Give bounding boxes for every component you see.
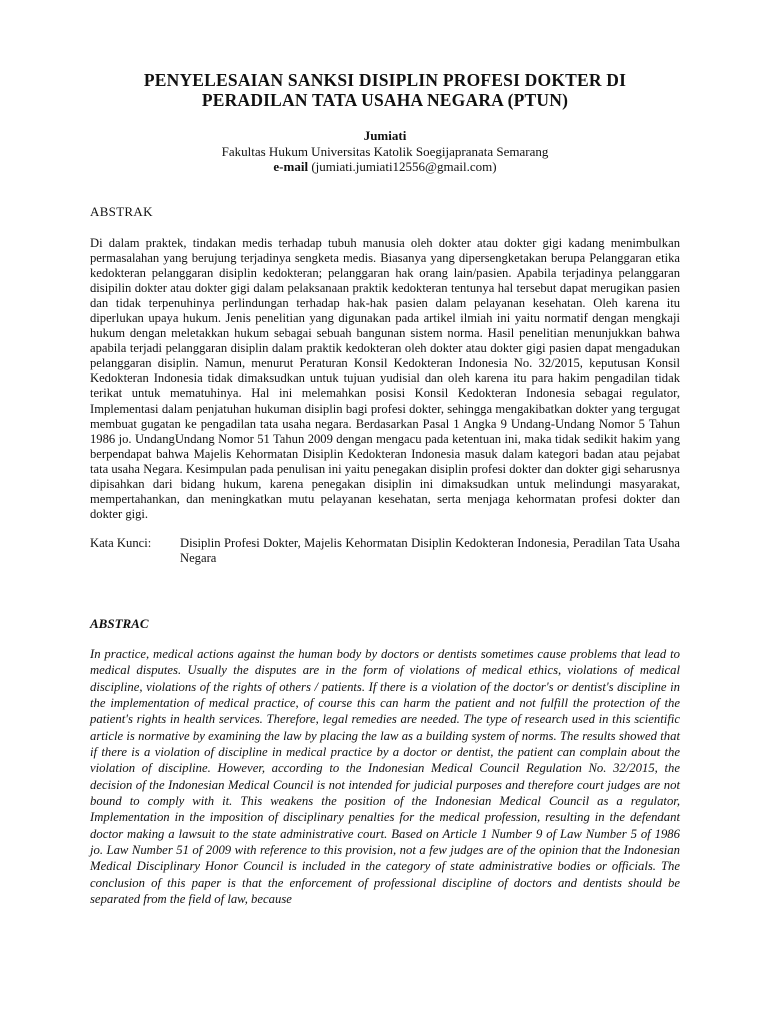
abstrak-body: Di dalam praktek, tindakan medis terhadap tubuh manusia oleh dokter atau dokter gigi kadang menimbulkan permasalahan yang berujung terjadinya sengketa medis. Biasanya yang dipersengketakan berupa Pelanggaran etika kedokteran pelanggaran disiplin kedokteran; pelanggaran hak orang lain/pasien. Apabila terjadinya pelanggaran disipilin dokter atau dokter gigi dalam pelaksanaan praktik kedokteran tentunya hal tersebut dapat merugikan pasien dan tidak terpenuhinya perlindungan terhadap hak-hak pasien dalam pelayanan kesehatan. Oleh karena itu diperlukan upaya hukum. Jenis penelitian yang digunakan pada artikel ilmiah ini yaitu normatif dengan mengkaji hukum dengan meletakkan hukum sebagai sebuah bangunan sistem norma. Hasil penelitian menunjukkan bahwa apabila terjadi pelanggaran disiplin dalam praktik kedokteran oleh dokter atau dokter gigi pasien dapat mengadukan pelanggaran disiplin. Namun, menurut Peraturan Konsil Kedokteran Indonesia No. 32/2015, keputusan Konsil Kedokteran Indonesia tidak dimaksudkan untuk tujuan yudisial dan oleh karena itu para hakim pengadilan tidak terikat untuk mematuhinya. Hal ini melemahkan posisi Konsil Kedokteran Indonesia sebagai regulator, Implementasi dalam penjatuhan hukuman disiplin bagi profesi dokter, sehingga mengakibatkan dokter yang tergugat membuat gugatan ke pengadilan tata usaha negara. Berdasarkan Pasal 1 Angka 9 Undang-Undang Nomor 5 Tahun 1986 jo. UndangUndang Nomor 51 Tahun 2009 dengan mengacu pada ketentuan ini, maka tidak sedikit hakim yang berpendapat bahwa Majelis Kehormatan Disiplin Kedokteran Indonesia masuk dalam kategori badan atau pejabat tata usaha Negara. Kesimpulan pada penulisan ini yaitu penegakan disiplin profesi dokter dan dokter gigi seharusnya dipisahkan dari bidang hukum, karena penegakan disiplin ini dimaksudkan untuk melindungi masyarakat, mempertahankan, dan meningkatkan mutu pelayanan kesehatan, serta menjaga kehormatan profesi dokter dan dokter gigi. <box>90 236 680 521</box>
abstrac-body: In practice, medical actions against the human body by doctors or dentists sometimes cause problems that lead to medical disputes. Usually the disputes are in the form of violations of medical ethics, violations of medical discipline, violations of the rights of others / patients. If there is a violation of the doctor's or dentist's discipline in the implementation of medical practice, of course this can harm the patient and not fulfill the protection of the patient's rights in health services. Therefore, legal remedies are needed. The type of research used in this scientific article is normative by examining the law by placing the law as a building system of norms. The results showed that if there is a violation of discipline in medical practice by a doctor or dentist, the patient can complain about the violation of discipline. However, according to the Indonesian Medical Council Regulation No. 32/2015, the decision of the Indonesian Medical Council is not intended for judicial purposes and therefore court judges are not bound to comply with it. This weakens the position of the Indonesian Medical Council as a regulator, Implementation in the imposition of disciplinary penalties for the medical profession, resulting in the defendant doctor making a lawsuit to the state administrative court. Based on Article 1 Number 9 of Law Number 5 of 1986 jo. Law Number 51 of 2009 with reference to this provision, not a few judges are of the opinion that the Indonesian Medical Disciplinary Honor Council is included in the category of state administrative bodies or officials. The conclusion of this paper is that the enforcement of professional discipline of doctors and dentists should be separated from the field of law, because <box>90 646 680 907</box>
paper-title <box>90 70 680 110</box>
abstrak-heading: ABSTRAK <box>90 204 153 219</box>
email-label: e-mail <box>273 159 309 174</box>
title-line-1: PENYELESAIAN SANKSI DISIPLIN PROFESI DOKTER DI <box>143 70 627 90</box>
keywords-label: Kata Kunci: <box>90 535 152 550</box>
abstrac-heading: ABSTRAC <box>90 615 149 631</box>
author-name: Jumiati <box>363 128 407 143</box>
email-value: (jumiati.jumiati12556@gmail.com) <box>311 159 497 174</box>
author-affiliation: Fakultas Hukum Universitas Katolik Soegijapranata Semarang <box>221 144 549 159</box>
title-line-2: PERADILAN TATA USAHA NEGARA (PTUN) <box>201 90 569 110</box>
keywords <box>90 536 680 566</box>
keywords-text: Disiplin Profesi Dokter, Majelis Kehormatan Disiplin Kedokteran Indonesia, Peradilan Tata Usaha Negara <box>180 535 680 565</box>
author-email <box>90 159 680 174</box>
